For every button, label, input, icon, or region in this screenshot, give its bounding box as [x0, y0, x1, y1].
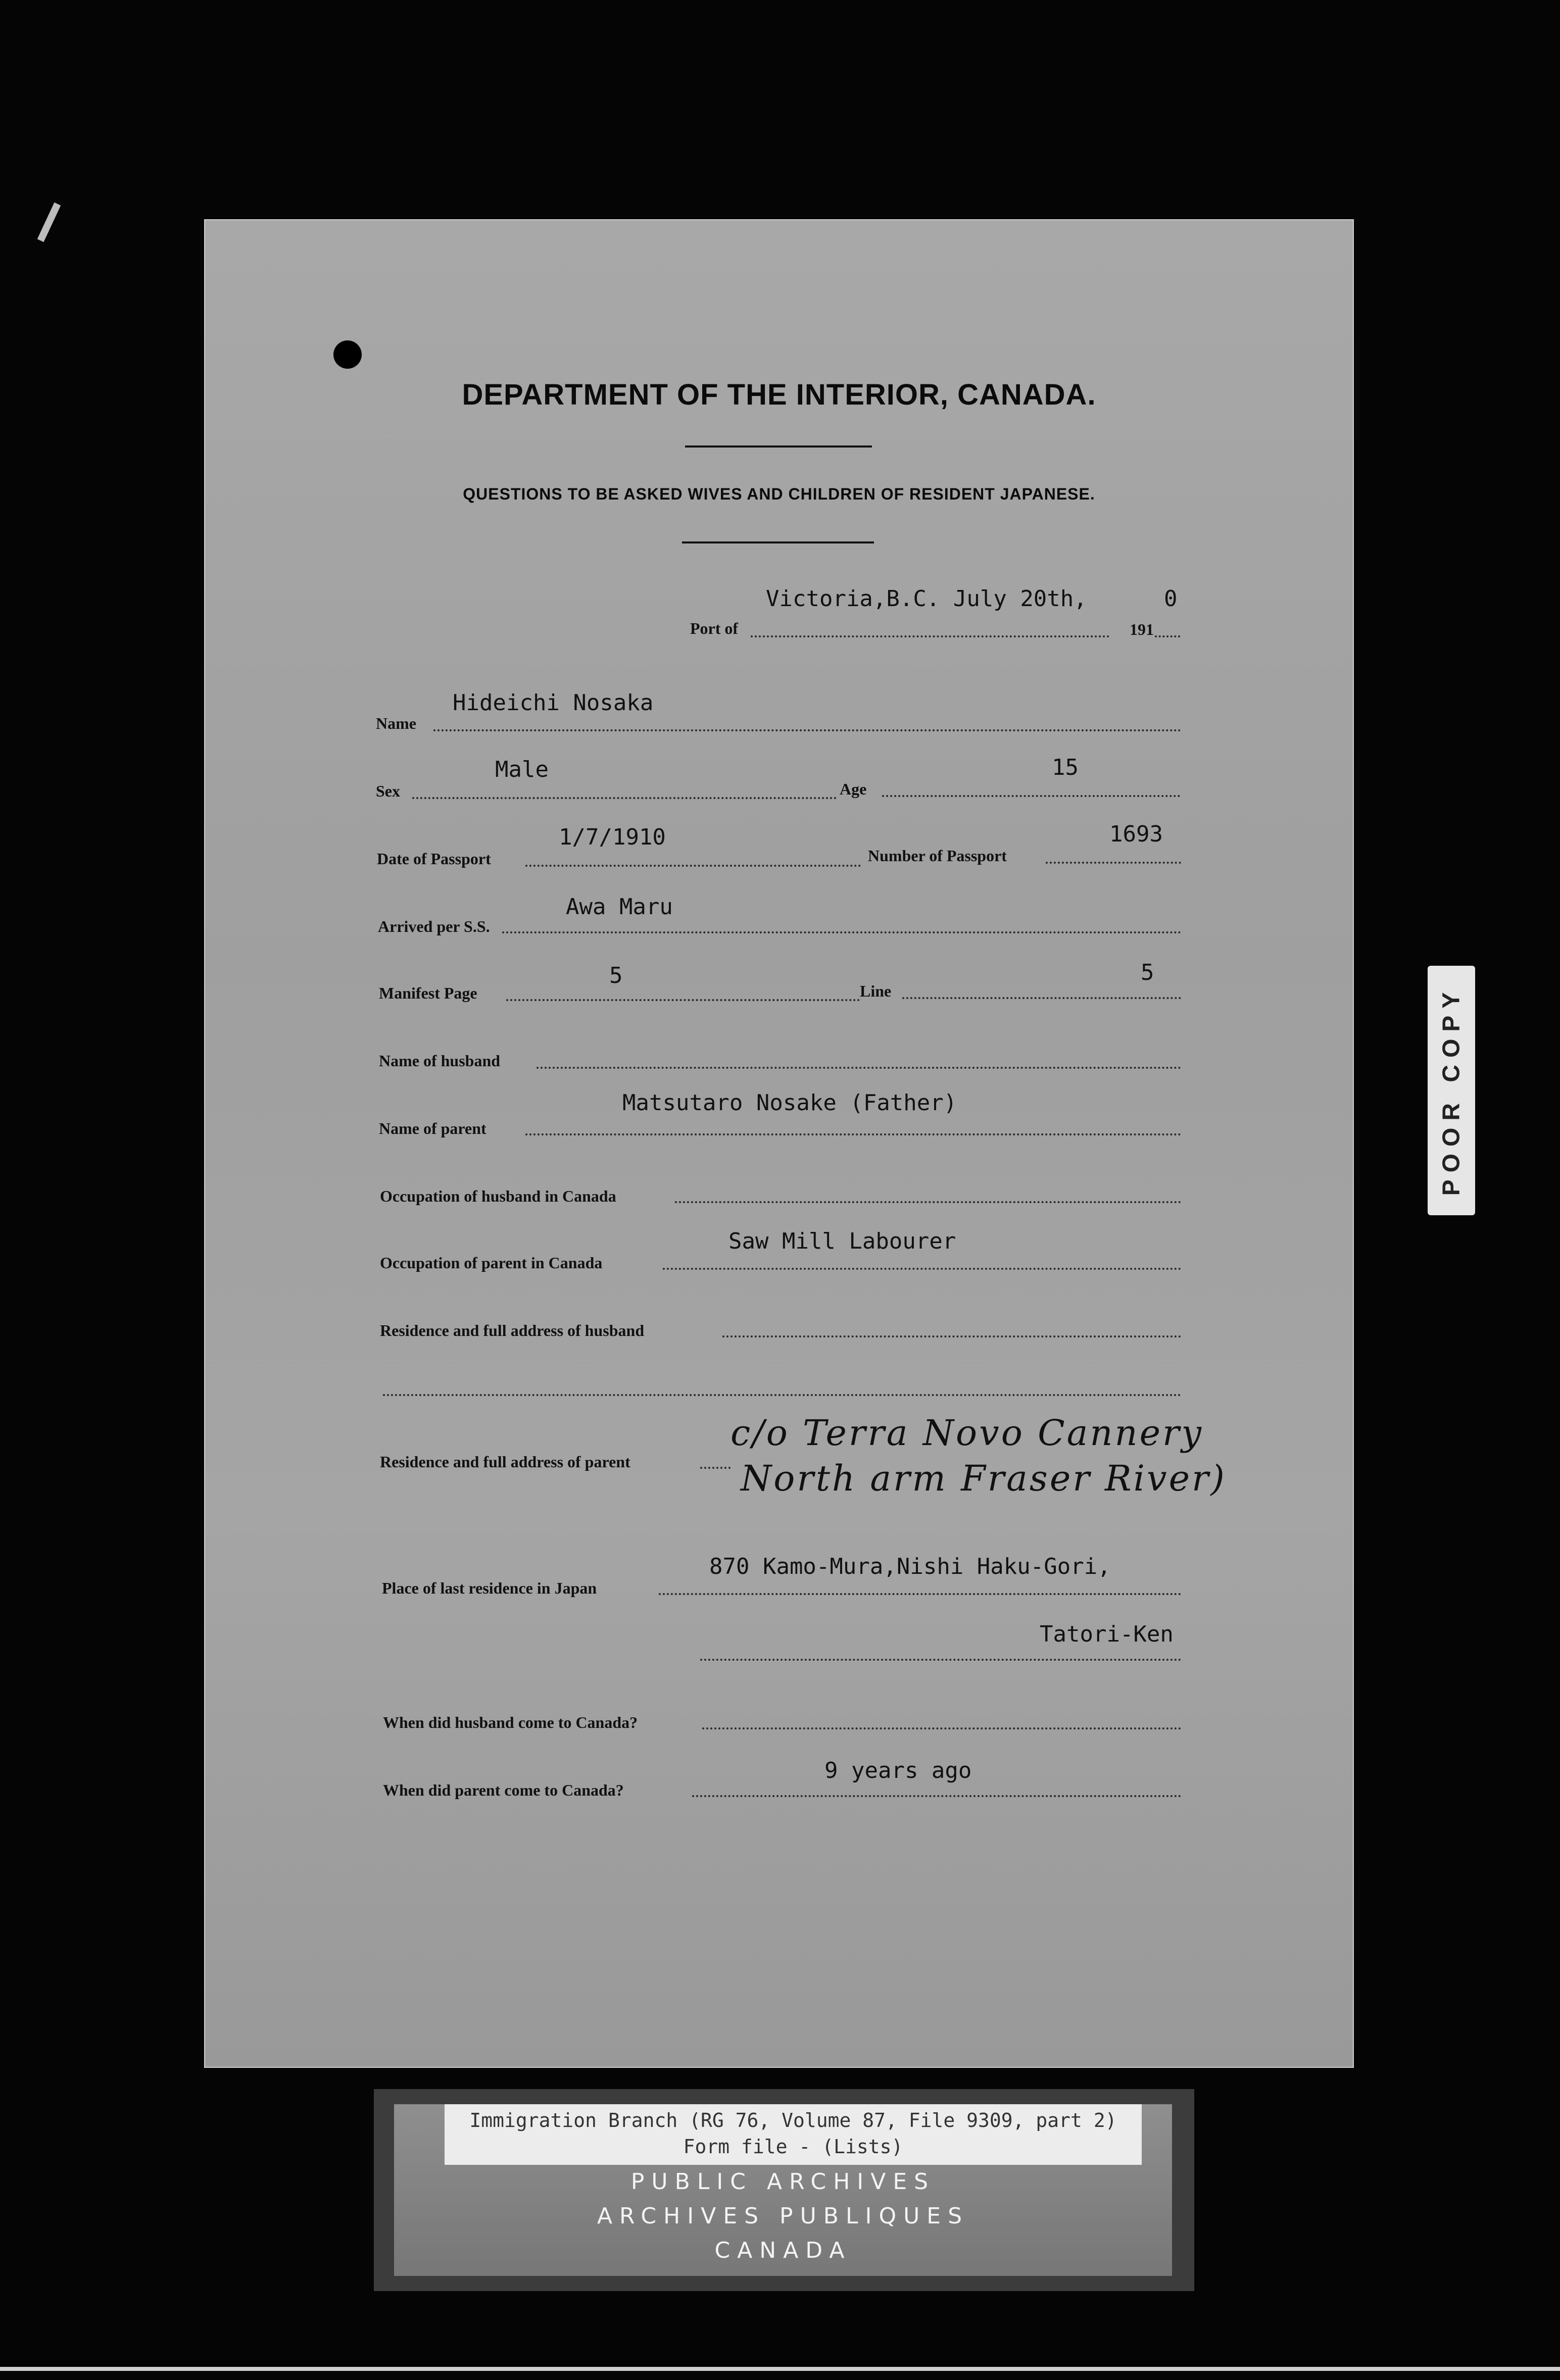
parent-arrival-line [692, 1795, 1181, 1797]
parent-occupation-line [663, 1268, 1181, 1270]
manifest-value: 5 [609, 963, 623, 988]
sex-value: Male [495, 757, 549, 782]
husband-address-line [722, 1335, 1181, 1337]
age-label: Age [840, 780, 867, 798]
arrived-line [502, 931, 1181, 933]
manifest-line [506, 999, 860, 1001]
year-prefix: 191 [1130, 620, 1154, 638]
passport-number-value: 1693 [1109, 821, 1163, 847]
year-value: 0 [1164, 586, 1178, 612]
last-residence-value-2: Tatori-Ken [1040, 1621, 1174, 1647]
port-value: Victoria,B.C. July 20th, [766, 586, 1087, 612]
port-label: Port of [690, 619, 739, 637]
manifest-label: Manifest Page [379, 984, 477, 1002]
parent-arrival-label: When did parent come to Canada? [383, 1781, 624, 1799]
name-value: Hideichi Nosaka [453, 690, 654, 716]
husband-name-label: Name of husband [379, 1052, 501, 1070]
age-value: 15 [1052, 755, 1079, 780]
parent-address-line [700, 1467, 730, 1469]
husband-arrival-line [702, 1727, 1181, 1729]
husband-name-line [537, 1067, 1181, 1069]
husband-arrival-label: When did husband come to Canada? [383, 1713, 638, 1731]
name-label: Name [376, 714, 416, 732]
archives-line-1: PUBLIC ARCHIVES [630, 2169, 936, 2195]
parent-occupation-value: Saw Mill Labourer [728, 1228, 956, 1254]
arrived-label: Arrived per S.S. [378, 917, 490, 935]
title-rule [685, 445, 872, 448]
husband-address-label: Residence and full address of husband [380, 1321, 645, 1340]
line-line [902, 997, 1181, 999]
parent-occupation-label: Occupation of parent in Canada [380, 1254, 603, 1272]
reference-slip [445, 2104, 1142, 2165]
department-title: DEPARTMENT OF THE INTERIOR, CANADA. [462, 378, 1096, 411]
sex-label: Sex [376, 782, 400, 800]
husband-occupation-label: Occupation of husband in Canada [380, 1187, 616, 1205]
last-residence-label: Place of last residence in Japan [382, 1579, 597, 1597]
arrived-value: Awa Maru [566, 894, 673, 920]
parent-address-handwritten-1: c/o Terra Novo Cannery [730, 1412, 1203, 1454]
sex-line [412, 797, 837, 799]
passport-number-line [1046, 862, 1181, 864]
line-value: 5 [1141, 960, 1154, 985]
husband-occupation-line [675, 1201, 1181, 1203]
line-label: Line [860, 982, 892, 1000]
film-scratch-mark [37, 203, 61, 242]
husband-address-line-2 [383, 1394, 1181, 1396]
archives-stamp-card [394, 2104, 1172, 2276]
parent-arrival-value: 9 years ago [824, 1758, 972, 1783]
name-line [433, 729, 1181, 731]
parent-name-label: Name of parent [379, 1119, 486, 1137]
archives-line-2: ARCHIVES PUBLIQUES [597, 2203, 969, 2229]
passport-date-label: Date of Passport [377, 850, 491, 868]
last-residence-line [659, 1593, 1181, 1595]
parent-address-label: Residence and full address of parent [380, 1453, 630, 1471]
port-line [751, 635, 1109, 637]
year-line [1155, 635, 1180, 637]
parent-name-line [525, 1133, 1181, 1135]
passport-date-line [525, 865, 861, 867]
reference-line-1: Immigration Branch (RG 76, Volume 87, File 9309, part 2) [469, 2109, 1117, 2131]
archives-line-3: CANADA [714, 2238, 852, 2263]
poor-copy-text: POOR COPY [1438, 985, 1465, 1196]
age-line [882, 795, 1180, 797]
subtitle-rule [682, 541, 874, 543]
parent-address-handwritten-2: North arm Fraser River) [741, 1458, 1227, 1499]
film-edge [0, 2367, 1560, 2371]
archives-stamp [374, 2089, 1194, 2291]
passport-number-label: Number of Passport [868, 847, 1007, 865]
form-subtitle: QUESTIONS TO BE ASKED WIVES AND CHILDREN OF RESIDENT JAPANESE. [463, 485, 1095, 503]
punch-hole [333, 340, 362, 369]
last-residence-line-2 [700, 1659, 1181, 1661]
poor-copy-label [1428, 966, 1475, 1215]
last-residence-value-1: 870 Kamo-Mura,Nishi Haku-Gori, [709, 1554, 1111, 1579]
parent-name-value: Matsutaro Nosake (Father) [622, 1090, 957, 1116]
immigration-form-sheet [205, 220, 1353, 2067]
passport-date-value: 1/7/1910 [559, 824, 666, 850]
reference-line-2: Form file - (Lists) [683, 2136, 903, 2158]
